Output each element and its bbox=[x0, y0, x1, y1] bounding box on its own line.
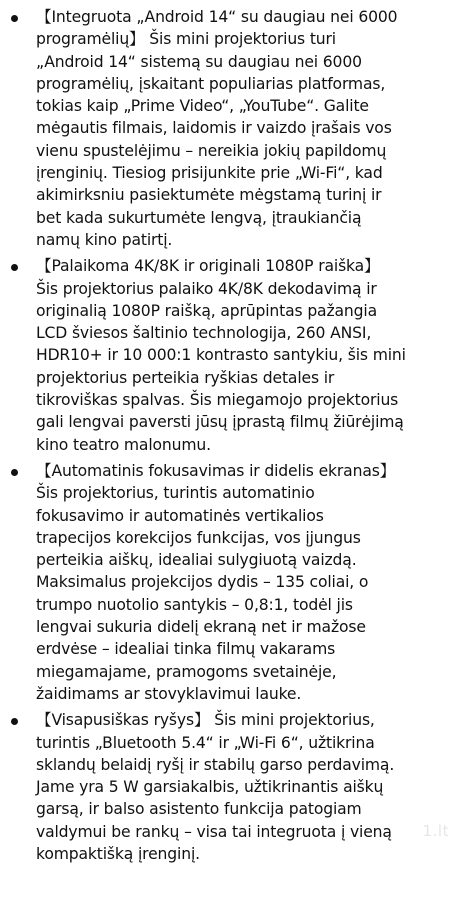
bullet-text-line: programėlių, įskaitant populiarias platformas, bbox=[36, 74, 386, 93]
bullet-text-line: kino teatro malonumu. bbox=[36, 435, 211, 454]
bullet-text-line: erdvėse – idealiai tinka filmų vakarams bbox=[36, 640, 336, 659]
bullet-text-line: miegamajame, pramogoms svetainėje, bbox=[36, 662, 337, 681]
bullet-text-line: sklandų belaidį ryšį ir stabilų garso perdavimą. bbox=[36, 755, 395, 774]
bullet-text-line: mėgautis filmais, laidomis ir vaizdo įrašais vos bbox=[36, 119, 392, 138]
bullet-text-line: akimirksniu pasiektumėte mėgstamą turinį ir bbox=[36, 186, 382, 205]
bullet-text-line: originalią 1080P raišką, aprūpintas pažangia bbox=[36, 301, 377, 320]
bullet-text-line: valdymui be rankų – visa tai integruota į vieną bbox=[36, 822, 392, 841]
bullet-text-line: lengvai sukuria didelį ekraną net ir mažose bbox=[36, 618, 366, 637]
bullet-text-line: bet kada sukurtumėte lengvą, įtraukiančią bbox=[36, 208, 362, 227]
bullet-text-line: LCD šviesos šaltinio technologija, 260 ANSI, bbox=[36, 324, 372, 343]
watermark: 1.lt bbox=[422, 822, 449, 840]
bullet-text-line: perteikia aiškų, idealiai sulygiuotą vaizdą. bbox=[36, 551, 357, 570]
bullet-item-connectivity bbox=[0, 709, 455, 865]
bullet-text-line: Jame yra 5 W garsiakalbis, užtikrinantis aiškų bbox=[36, 778, 384, 797]
bullet-text-line: garsą, ir balso asistento funkcija patogiam bbox=[36, 800, 362, 819]
bullet-text-line: tikroviškas spalvas. Šis miegamojo projektorius bbox=[36, 391, 399, 410]
bullet-text-line: 【Visapusiškas ryšys】 Šis mini projektorius, bbox=[36, 711, 375, 730]
bullet-dot-icon bbox=[11, 15, 18, 22]
bullet-text-line: fokusavimo ir automatinės vertikalios bbox=[36, 506, 324, 525]
bullet-dot-icon bbox=[11, 718, 18, 725]
bullet-text-line: kompaktišką įrenginį. bbox=[36, 844, 200, 863]
bullet-text-line: žaidimams ar stovyklavimui lauke. bbox=[36, 684, 302, 703]
bullet-dot-icon bbox=[11, 264, 18, 271]
bullet-text-line: trumpo nuotolio santykis – 0,8:1, todėl jis bbox=[36, 595, 353, 614]
bullet-item-android bbox=[0, 6, 455, 251]
bullet-text-line: įrenginių. Tiesiog prisijunkite prie „Wi-Fi“, kad bbox=[36, 164, 383, 183]
bullet-text-line: gali lengvai paversti jūsų įprastą filmų žiūrėjimą bbox=[36, 413, 404, 432]
bullet-item-resolution bbox=[0, 255, 455, 456]
bullet-dot-icon bbox=[11, 469, 18, 476]
feature-bullet-list bbox=[0, 6, 455, 869]
bullet-text-line: trapecijos korekcijos funkcijas, vos įjungus bbox=[36, 528, 361, 547]
bullet-text-line: 【Integruota „Android 14“ su daugiau nei 6000 bbox=[36, 8, 398, 26]
bullet-text-line: Maksimalus projekcijos dydis – 135 coliai, o bbox=[36, 573, 369, 592]
bullet-text-line: projektorius perteikia ryškias detales ir bbox=[36, 368, 335, 387]
bullet-text-line: „Android 14“ sistemą su daugiau nei 6000 bbox=[36, 52, 362, 71]
bullet-text-line: HDR10+ ir 10 000:1 kontrasto santykiu, šis mini bbox=[36, 346, 406, 365]
bullet-text-line: Šis projektorius palaiko 4K/8K dekodavimą ir bbox=[36, 279, 377, 298]
bullet-text-line: vienu spustelėjimu – nereikia jokių papildomų bbox=[36, 141, 387, 160]
bullet-text-line: Šis projektorius, turintis automatinio bbox=[36, 484, 315, 503]
bullet-text-line: tokias kaip „Prime Video“, „YouTube“. Galite bbox=[36, 97, 369, 116]
bullet-text-line: turintis „Bluetooth 5.4“ ir „Wi-Fi 6“, užtikrina bbox=[36, 733, 375, 752]
bullet-text-line: 【Automatinis fokusavimas ir didelis ekranas】 bbox=[36, 461, 396, 480]
bullet-text-line: programėlių】 Šis mini projektorius turi bbox=[36, 30, 336, 49]
bullet-text-line: 【Palaikoma 4K/8K ir originali 1080P raiška】 bbox=[36, 257, 380, 276]
bullet-item-autofocus bbox=[0, 460, 455, 705]
bullet-text-line: namų kino patirtį. bbox=[36, 230, 173, 249]
